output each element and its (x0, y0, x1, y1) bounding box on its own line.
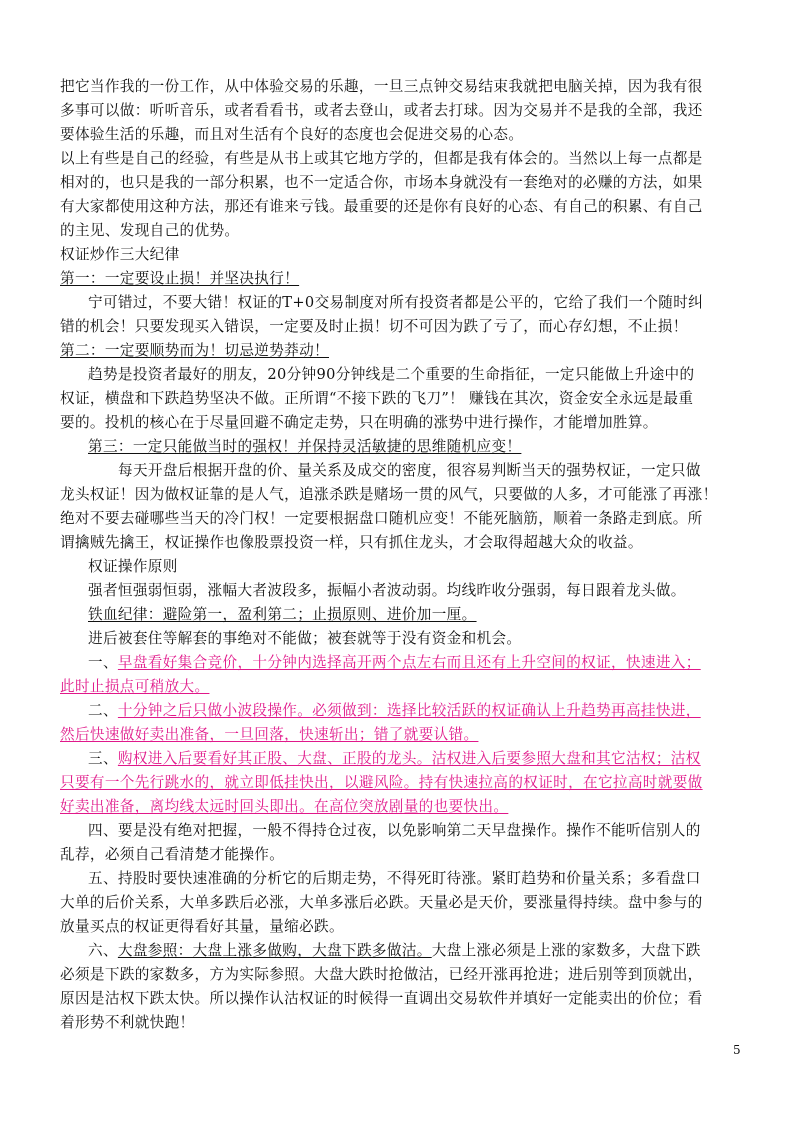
list-item-two (88, 702, 768, 720)
paragraph-line: 原因是沽权下跌太快。所以操作认沽权证的时候得一直调出交易软件并填好一定能卖出的价位；看 (60, 990, 703, 1007)
highlighted-text: 此时止损点可稍放大。 (60, 678, 210, 695)
highlighted-text: 早盘看好集合竞价，十分钟内选择高开两个点左右而且还有上升空间的权证，快速进入； (117, 654, 701, 671)
paragraph-line: 着形势不利就快跑！ (60, 1014, 195, 1031)
iron-rule-heading: 铁血纪律：避险第一，盈利第二；止损原则、进价加一厘。 (88, 606, 477, 623)
rule-one-heading: 第一：一定要设止损！并坚决执行！ (60, 270, 300, 287)
paragraph-line: 相对的，也只是我的一部分积累，也不一定适合你，市场本身就没有一套绝对的必赚的方法，如果 (60, 174, 703, 191)
paragraph-line: 要的。投机的核心在于尽量回避不确定走势，只在明确的涨势中进行操作，才能增加胜算。 (60, 414, 658, 431)
highlighted-text: 十分钟之后只做小波段操作。必须做到：选择比较活跃的权证确认上升趋势再高挂快进， (117, 702, 701, 719)
paragraph-line: 权证，横盘和下跌趋势坚决不做。正所谓“不接下跌的飞刀”！ 赚钱在其次，资金安全永远是最重 (60, 390, 694, 407)
paragraph-line: 宁可错过，不要大错！权证的T+0交易制度对所有投资者都是公平的，它给了我们一个随时纠 (88, 294, 704, 311)
rule-three-heading: 第三：一定只能做当时的强权！并保持灵活敏捷的思维随机应变！ (88, 438, 522, 455)
page-number: 5 (733, 1043, 741, 1057)
highlighted-text: 然后快速做好卖出准备，一旦回落，快速斩出；错了就要认错。 (60, 726, 479, 743)
paragraph-line: 进后被套住等解套的事绝对不能做；被套就等于没有资金和机会。 (88, 630, 522, 647)
paragraph-line: 把它当作我的一份工作，从中体验交易的乐趣，一旦三点钟交易结束我就把电脑关掉，因为我有很 (60, 78, 703, 95)
paragraph-line: 谓擒贼先擒王，权证操作也像股票投资一样，只有抓住龙头，才会取得超越大众的收益。 (60, 534, 643, 551)
paragraph-line: 龙头权证！因为做权证靠的是人气，追涨杀跌是赌场一贯的风气，只要做的人多，才可能涨了再涨！ (60, 486, 718, 503)
paragraph-line: 错的机会！只要发现买入错误，一定要及时止损！切不可因为跌了亏了，而心存幻想，不止损！ (60, 318, 688, 335)
section-heading: 权证炒作三大纪律 (60, 246, 180, 263)
paragraph-line: 每天开盘后根据开盘的价、量关系及成交的密度，很容易判断当天的强势权证，一定只做 (118, 462, 701, 479)
list-number: 一、 (88, 654, 118, 671)
section-heading: 权证操作原则 (88, 558, 178, 575)
paragraph-line: 趋势是投资者最好的朋友，20分钟90分钟线是二个重要的生命指征，一定只能做上升途中的 (88, 366, 695, 383)
paragraph-text: 大盘上涨必须是上涨的家数多，大盘下跌 (431, 942, 701, 959)
paragraph-line: 乱荐，必须自己看清楚才能操作。 (60, 846, 285, 863)
list-item-four: 四、要是没有绝对把握，一般不得持仓过夜，以免影响第二天早盘操作。操作不能听信别人的 (88, 822, 701, 839)
list-item-three (88, 750, 768, 768)
paragraph-line: 强者恒强弱恒弱，涨幅大者波段多，振幅小者波动弱。均线昨收分强弱，每日跟着龙头做。 (88, 582, 686, 599)
paragraph-line: 必须是下跌的家数多，方为实际参照。大盘大跌时抢做沽，已经开涨再抢进；进后别等到顶就出， (60, 966, 703, 983)
list-item-five: 五、持股时要快速准确的分析它的后期走势，不得死盯待涨。紧盯趋势和价量关系；多看盘口 (88, 870, 701, 887)
paragraph-line: 有大家都使用这种方法，那还有谁来亏钱。最重要的还是你有良好的心态、有自己的积累、有自己 (60, 198, 703, 215)
highlighted-text: 只要有一个先行跳水的，就立即低挂快出，以避风险。持有快速拉高的权证时，在它拉高时就要做 (60, 774, 703, 791)
list-number: 六、 (88, 942, 118, 959)
list-item-six (88, 942, 768, 960)
paragraph-line: 大单的后价关系，大单多跌后必涨，大单多涨后必跌。天量必是天价，要涨量得持续。盘中参与的 (60, 894, 703, 911)
paragraph-line: 放量买点的权证更得看好其量，量缩必跌。 (60, 918, 344, 935)
rule-two-heading: 第二：一定要顺势而为！切忌逆势莽动！ (60, 342, 329, 359)
list-number: 二、 (88, 702, 118, 719)
paragraph-line: 绝对不要去碰哪些当天的冷门权！一定要根据盘口随机应变！不能死脑筋，顺着一条路走到底。所 (60, 510, 703, 527)
highlighted-text: 好卖出准备，离均线太远时回头即出。在高位突放剧量的也要快出。 (60, 798, 509, 815)
paragraph-line: 多事可以做：听听音乐，或者看看书，或者去登山，或者去打球。因为交易并不是我的全部，我还 (60, 102, 703, 119)
paragraph-line: 要体验生活的乐趣，而且对生活有个良好的态度也会促进交易的心态。 (60, 126, 524, 143)
list-item-one (88, 654, 768, 672)
highlighted-text: 购权进入后要看好其正股、大盘、正股的龙头。沽权进入后要参照大盘和其它沽权；沽权 (117, 750, 701, 767)
list-number: 三、 (88, 750, 118, 767)
paragraph-line: 以上有些是自己的经验，有些是从书上或其它地方学的，但都是我有体会的。当然以上每一点都是 (60, 150, 703, 167)
paragraph-line: 的主见、发现自己的优势。 (60, 222, 240, 239)
underlined-text: 大盘参照：大盘上涨多做购，大盘下跌多做沽。 (117, 942, 432, 959)
